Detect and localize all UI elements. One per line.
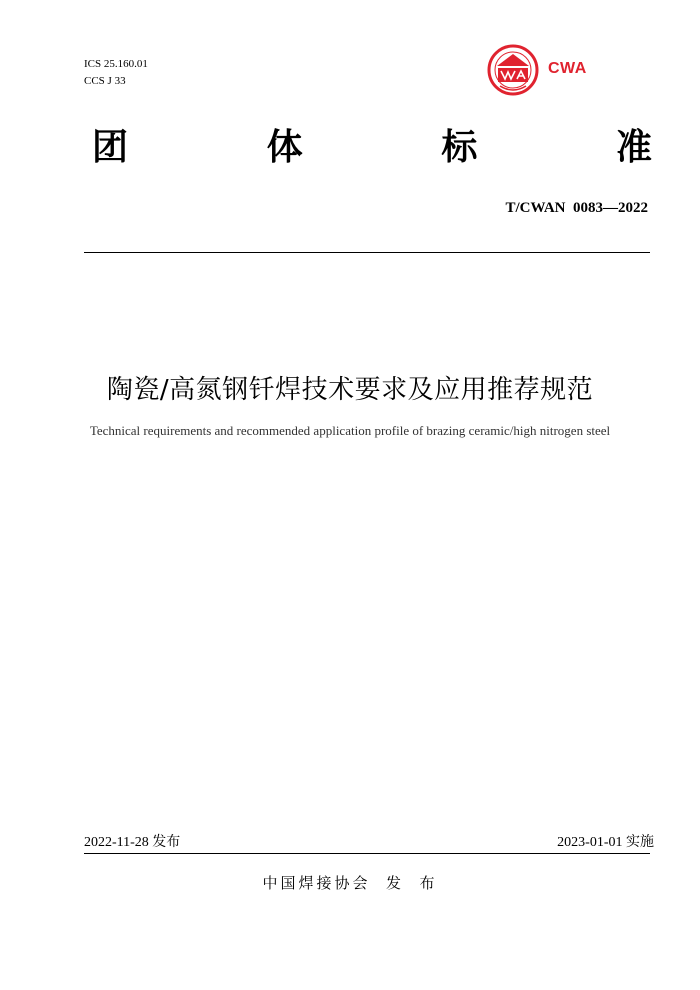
document-type-heading xyxy=(92,126,652,170)
issuing-organization: 中国焊接协会 发 布 xyxy=(262,874,438,892)
ics-code: ICS 25.160.01 xyxy=(84,58,148,70)
document-type-char: 准 xyxy=(615,127,652,168)
cwa-logo xyxy=(486,44,596,96)
classification-codes xyxy=(84,56,148,90)
english-title: Technical requirements and recommended application profile of brazing ceramic/high nitrogen steel xyxy=(89,423,611,438)
document-type-char: 团 xyxy=(92,127,129,168)
chinese-title: 陶瓷/高氮钢钎焊技术要求及应用推荐规范 xyxy=(106,375,594,405)
standard-number: T/CWAN 0083—2022 xyxy=(505,200,648,216)
ccs-code: CCS J 33 xyxy=(84,75,126,87)
issue-date: 2022-11-28 发布 xyxy=(84,835,181,850)
top-divider xyxy=(84,252,650,253)
effective-date: 2023-01-01 实施 xyxy=(557,835,654,850)
cwa-seal-icon xyxy=(486,44,542,96)
bottom-divider xyxy=(84,853,650,854)
document-type-char: 标 xyxy=(441,127,478,168)
document-type-char: 体 xyxy=(266,127,303,168)
cwa-logo-text: CWA xyxy=(548,60,587,77)
